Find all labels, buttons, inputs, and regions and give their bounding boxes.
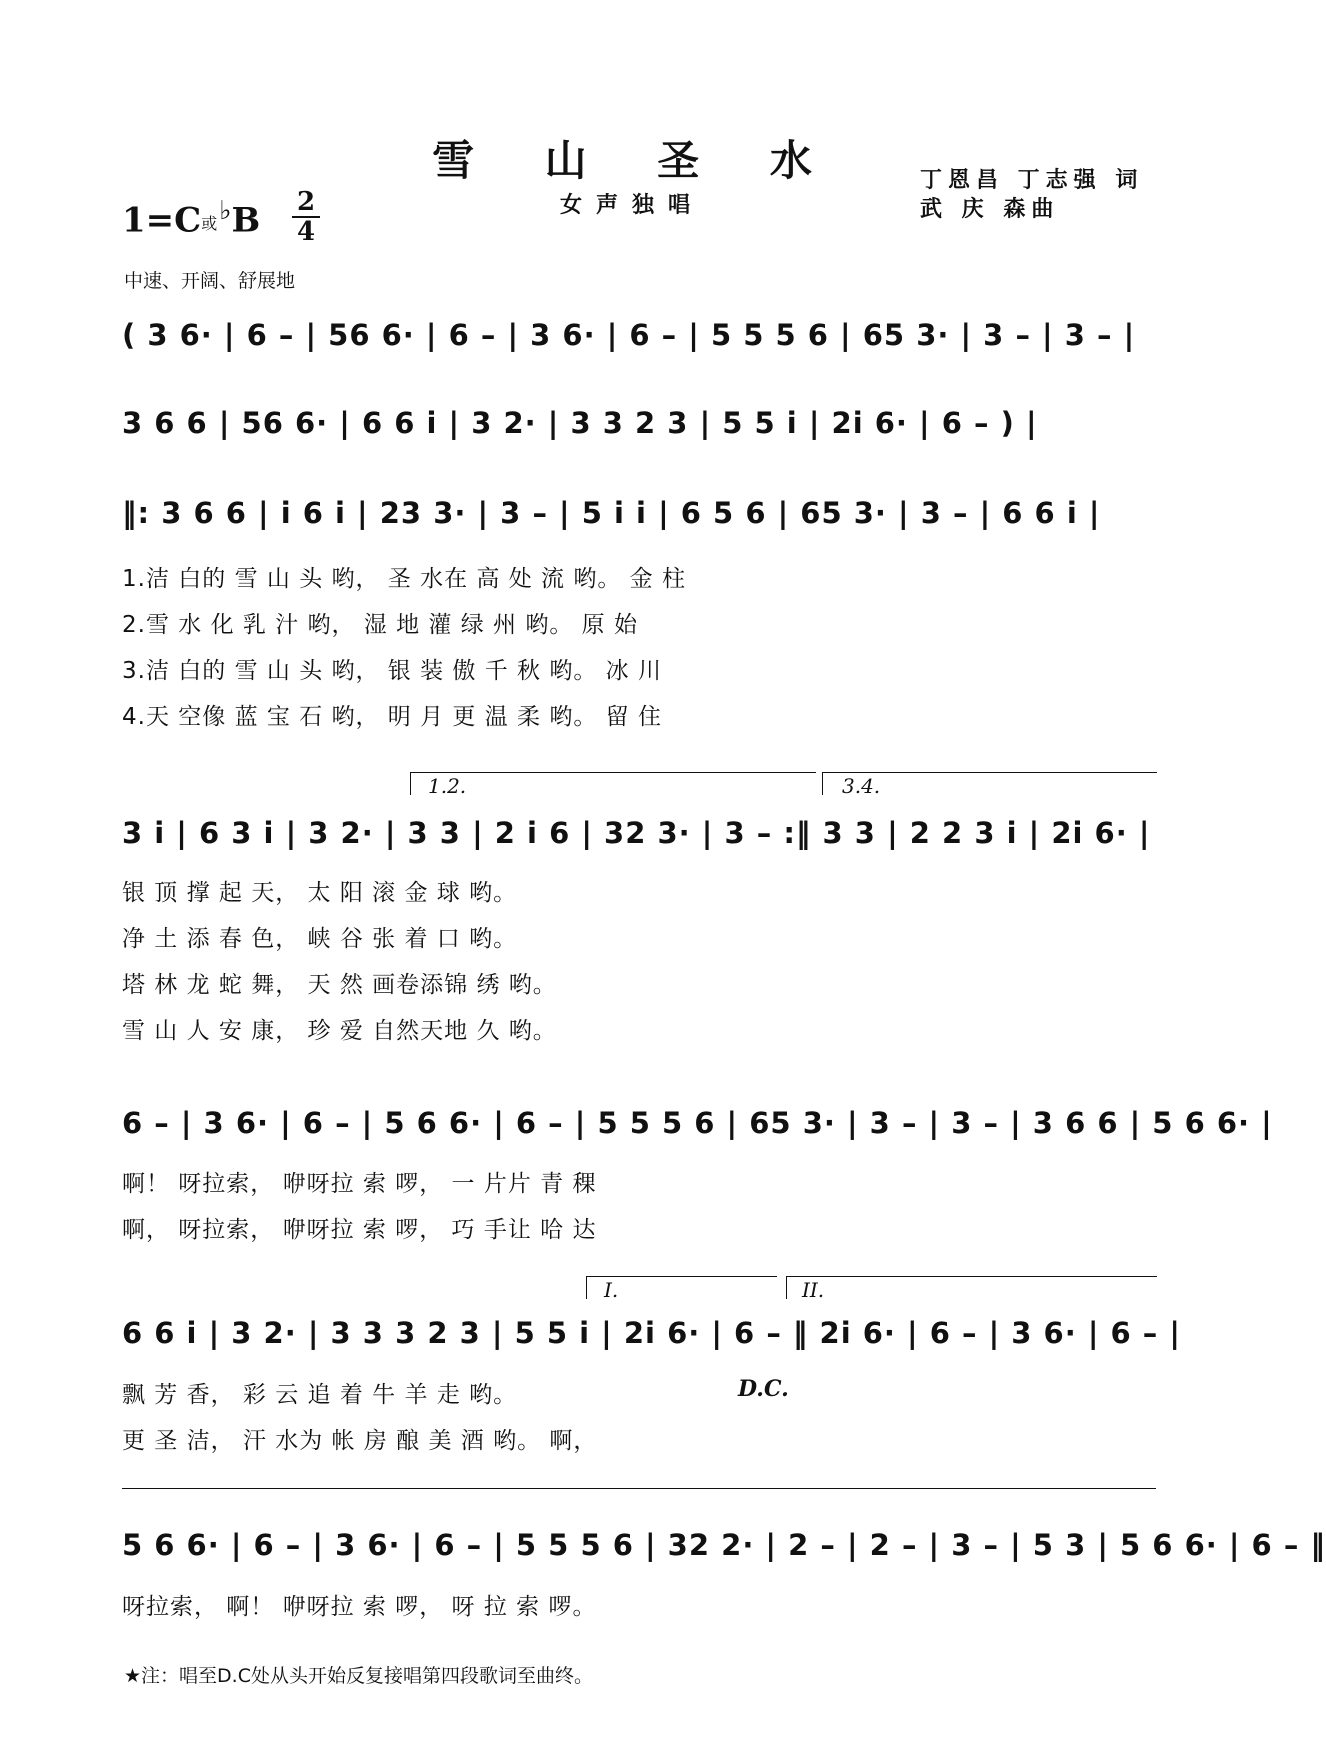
notes-line-7: 5 6 6· | 6 – | 3 6· | 6 – | 5 5 5 6 | 32 2· | 2 – | 2 – | 3 – | 5 3 | 5 6 6· | 6 – ‖ xyxy=(122,1528,1326,1562)
lyric-line-3-3: 3.洁 白的 雪 山 头 哟， 银 装 傲 千 秋 哟。 冰 川 xyxy=(122,658,662,684)
notes-line-6: 6 6 i | 3 2· | 3 3 3 2 3 | 5 5 i | 2i 6· | 6 – ‖ 2i 6· | 6 – | 3 6· | 6 – | xyxy=(122,1316,1181,1350)
lyric-line-4-1: 银 顶 撑 起 天， 太 阳 滚 金 球 哟。 xyxy=(122,880,518,906)
key-signature xyxy=(122,196,260,240)
notes-line-1: ( 3 6· | 6 – | 56 6· | 6 – | 3 6· | 6 – | 5 5 5 6 | 65 3· | 3 – | 3 – | xyxy=(122,318,1136,352)
system-top-line xyxy=(122,1488,1156,1489)
staff-line-5 xyxy=(122,1098,1273,1148)
time-top: 2 xyxy=(296,187,316,217)
key-main: 1=C xyxy=(122,200,202,241)
song-subtitle: 女声独唱 xyxy=(560,193,705,218)
lyric-line-3-2: 2.雪 水 化 乳 汁 哟， 湿 地 灌 绿 州 哟。 原 始 xyxy=(122,612,638,638)
staff-line-4 xyxy=(122,808,1156,858)
lyric-line-5-1: 啊！ 呀拉索， 咿呀拉 索 啰， 一 片片 青 稞 xyxy=(122,1171,597,1197)
lyric-line-3-4: 4.天 空像 蓝 宝 石 哟， 明 月 更 温 柔 哟。 留 住 xyxy=(122,704,662,730)
time-bottom: 4 xyxy=(296,217,316,247)
staff-line-6 xyxy=(122,1308,1181,1358)
flat-icon: ♭ xyxy=(219,196,232,226)
key-alt: B xyxy=(231,200,261,241)
volta-bracket-1 xyxy=(410,772,816,795)
lyric-line-3-1: 1.洁 白的 雪 山 头 哟， 圣 水在 高 处 流 哟。 金 柱 xyxy=(122,566,686,592)
notes-line-2: 3 6 6 | 56 6· | 6 6 i | 3 2· | 3 3 2 3 | 5 5 i | 2i 6· | 6 – ) | xyxy=(122,406,1038,440)
staff-line-3 xyxy=(122,488,1156,538)
lyric-line-6-2: 更 圣 洁， 汗 水为 帐 房 酿 美 酒 哟。 啊， xyxy=(122,1428,598,1454)
notes-line-4: 3 i | 6 3 i | 3 2· | 3 3 | 2 i 6 | 32 3· | 3 – :‖ 3 3 | 2 2 3 i | 2i 6· | xyxy=(122,816,1151,850)
notes-line-3: ‖: 3 6 6 | i 6 i | 23 3· | 3 – | 5 i i | 6 5 6 | 65 3· | 3 – | 6 6 i | xyxy=(122,496,1101,530)
staff-line-1 xyxy=(122,310,1156,360)
lyricist-credit: 丁恩昌 丁志强 词 xyxy=(920,168,1144,193)
composer-credit: 武 庆 森曲 xyxy=(920,197,1060,222)
dc-marking: D.C. xyxy=(738,1376,789,1402)
song-title: 雪 山 圣 水 xyxy=(432,136,840,185)
volta-label-1: 1.2. xyxy=(428,774,467,798)
volta-bracket-4 xyxy=(786,1276,1157,1299)
tempo-marking: 中速、开阔、舒展地 xyxy=(124,270,296,292)
volta-label-3: I. xyxy=(604,1278,619,1302)
lyric-line-4-3: 塔 林 龙 蛇 舞， 天 然 画卷添锦 绣 哟。 xyxy=(122,972,557,998)
staff-line-7 xyxy=(122,1520,1326,1570)
lyric-line-4-2: 净 土 添 春 色， 峡 谷 张 着 口 哟。 xyxy=(122,926,518,952)
notes-line-5: 6 – | 3 6· | 6 – | 5 6 6· | 6 – | 5 5 5 6 | 65 3· | 3 – | 3 – | 3 6 6 | 5 6 6· | xyxy=(122,1106,1273,1140)
lyric-line-4-4: 雪 山 人 安 康， 珍 爱 自然天地 久 哟。 xyxy=(122,1018,557,1044)
volta-label-4: II. xyxy=(802,1278,825,1302)
lyric-line-7-1: 呀拉索， 啊！ 咿呀拉 索 啰， 呀 拉 索 啰。 xyxy=(122,1594,597,1620)
volta-label-2: 3.4. xyxy=(842,774,881,798)
lyric-line-6-1: 飘 芳 香， 彩 云 追 着 牛 羊 走 哟。 xyxy=(122,1382,518,1408)
key-or: 或 xyxy=(201,213,218,233)
time-signature xyxy=(292,187,320,247)
lyric-line-5-2: 啊， 呀拉索， 咿呀拉 索 啰， 巧 手让 哈 达 xyxy=(122,1217,597,1243)
staff-line-2 xyxy=(122,398,1156,448)
footnote: ★注：唱至D.C处从头开始反复接唱第四段歌词至曲终。 xyxy=(124,1665,593,1687)
